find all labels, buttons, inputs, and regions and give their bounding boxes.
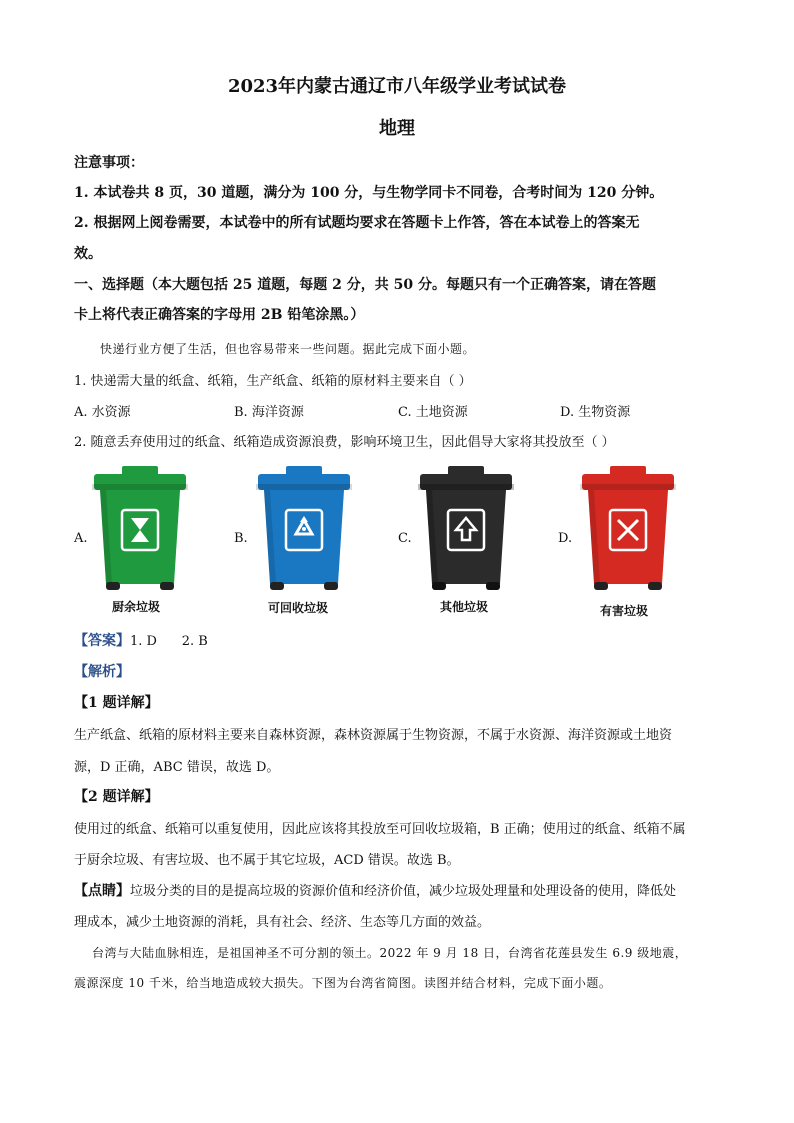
detail-2-line-2: 于厨余垃圾、有害垃圾、也不属于其它垃圾，ACD 错误。故选 B。 [74,853,460,868]
bin-label-food-waste: 厨余垃圾 [112,600,161,614]
exam-title: 2023年内蒙古通辽市八年级学业考试试卷 [227,76,567,97]
answer-text: 1. D 2. B [130,634,208,649]
question-2-stem: 2. 随意丢弃使用过的纸盒、纸箱造成资源浪费，影响环境卫生，因此倡导大家将其投放至（ ） [74,435,615,450]
bin-label-hazardous: 有害垃圾 [600,604,649,618]
bin-option-b-letter: B. [234,531,248,546]
food-waste-bin [92,466,188,590]
notice-item-2-line-2: 效。 [74,246,102,262]
question-1-option-c: C. 土地资源 [398,405,468,420]
detail-1-tag: 【1 题详解】 [74,695,159,711]
key-point-block [74,880,676,900]
subject-title: 地理 [379,118,415,139]
detail-1-line-2: 源，D 正确，ABC 错误，故选 D。 [74,760,280,775]
question-1-option-d: D. 生物资源 [560,405,631,420]
key-point-line-1: 垃圾分类的目的是提高垃圾的资源价值和经济价值，减少垃圾处理量和处理设备的使用，降低处 [130,884,677,899]
key-point-line-2: 理成本，减少土地资源的消耗，具有社会、经济、生态等几方面的效益。 [74,915,491,930]
answer-tag: 【答案】 [74,633,130,649]
bin-label-recyclable: 可回收垃圾 [268,601,329,615]
question-1-option-a: A. 水资源 [74,405,131,420]
passage-express: 快递行业方便了生活，但也容易带来一些问题。据此完成下面小题。 [100,342,476,356]
question-1-option-b: B. 海洋资源 [234,405,304,420]
recyclable-bin [256,466,352,590]
question-1-stem: 1. 快递需大量的纸盒、纸箱，生产纸盒、纸箱的原材料主要来自（ ） [74,374,472,389]
section-heading-line-1: 一、选择题（本大题包括 25 道题，每题 2 分，共 50 分。每题只有一个正确答案，请在答题 [74,277,656,293]
notice-item-2-line-1: 2. 根据网上阅卷需要，本试卷中的所有试题均要求在答题卡上作答，答在本试卷上的答案无 [74,215,640,231]
answer-block [74,630,208,650]
bin-option-a-letter: A. [74,531,88,546]
detail-2-tag: 【2 题详解】 [74,789,159,805]
bin-label-other-waste: 其他垃圾 [440,600,489,614]
notice-item-1: 1. 本试卷共 8 页，30 道题，满分为 100 分，与生物学同卡不同卷，合考时间为 120 分钟。 [74,185,664,201]
other-waste-bin [418,466,514,590]
bin-option-c-letter: C. [398,531,412,546]
analysis-tag: 【解析】 [74,664,130,680]
detail-1-line-1: 生产纸盒、纸箱的原材料主要来自森林资源，森林资源属于生物资源，不属于水资源、海洋资源或土地资 [74,728,673,743]
passage-taiwan-line-2: 震源深度 10 千米，给当地造成较大损失。下图为台湾省简图。读图并结合材料，完成下面小题。 [74,976,612,990]
hazardous-waste-bin [580,466,676,590]
notice-heading: 注意事项： [74,155,144,171]
section-heading-line-2: 卡上将代表正确答案的字母用 2B 铅笔涂黑。） [74,307,365,323]
detail-2-line-1: 使用过的纸盒、纸箱可以重复使用，因此应该将其投放至可回收垃圾箱，B 正确；使用过的纸盒、纸箱不属 [74,822,686,837]
bin-option-d-letter: D. [558,531,573,546]
passage-taiwan-line-1: 台湾与大陆血脉相连，是祖国神圣不可分割的领土。2022 年 9 月 18 日，台湾省花莲县发生 6.9 级地震， [92,946,688,960]
key-point-tag: 【点睛】 [74,883,130,899]
